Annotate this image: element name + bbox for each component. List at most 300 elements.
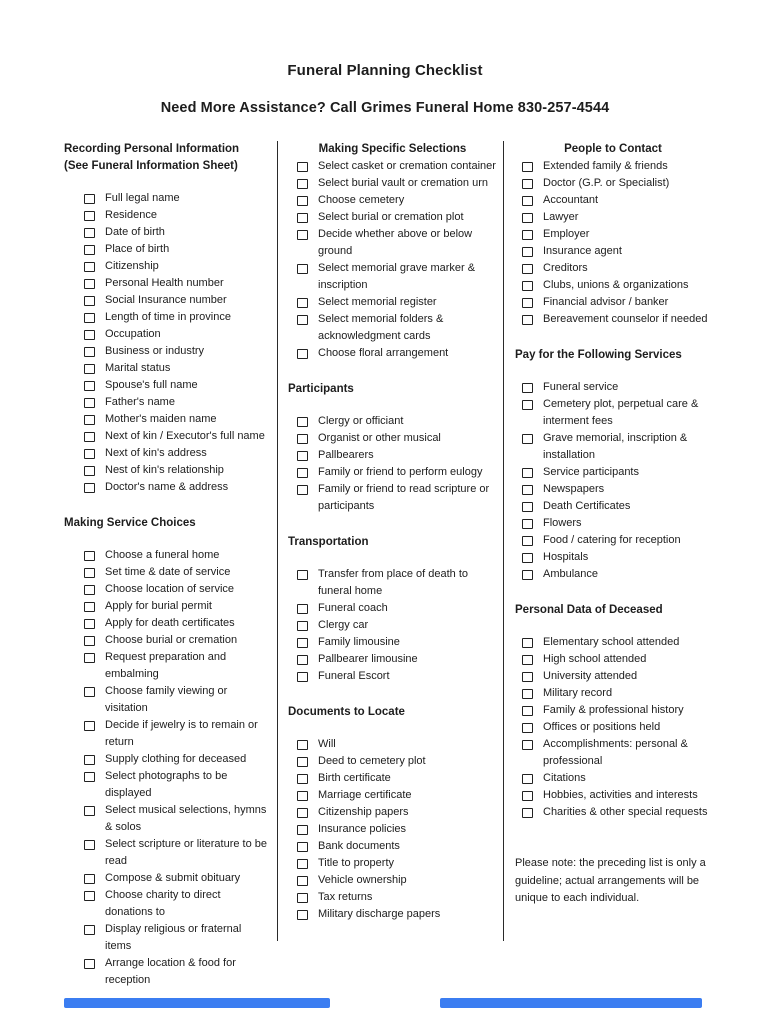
checklist-item [515, 277, 711, 294]
field-highlight-bar-left[interactable] [64, 998, 330, 1008]
checklist-item [515, 192, 711, 209]
checkbox-icon[interactable] [84, 262, 95, 272]
checklist-item-label: Length of time in province [105, 311, 231, 323]
section-heading-line: Making Service Choices [64, 517, 196, 529]
checklist-item [288, 345, 497, 362]
checklist-item [64, 683, 269, 717]
checkbox-icon[interactable] [522, 553, 533, 563]
checklist-item [515, 481, 711, 498]
checklist-item [515, 668, 711, 685]
section-heading [64, 141, 269, 175]
checklist-item-label: Family or friend to read scripture or participants [318, 483, 490, 512]
checklist-item-label: Mother's maiden name [105, 413, 217, 425]
checklist-item [515, 804, 711, 821]
checklist-item [515, 736, 711, 770]
section-heading-line: Participants [288, 383, 354, 395]
checkbox-icon[interactable] [522, 247, 533, 257]
checklist-item [64, 275, 269, 292]
checklist-item-label: Lawyer [543, 211, 579, 223]
checkbox-icon[interactable] [297, 451, 308, 461]
checkbox-icon[interactable] [84, 585, 95, 595]
checklist-item [515, 549, 711, 566]
checkbox-icon[interactable] [84, 466, 95, 476]
checkbox-icon[interactable] [522, 672, 533, 682]
checkbox-icon[interactable] [522, 570, 533, 580]
checkbox-icon[interactable] [84, 449, 95, 459]
checklist-item [515, 226, 711, 243]
column-2 [277, 141, 503, 941]
checklist-item-label: Request preparation and embalming [105, 651, 227, 680]
checklist-item [515, 515, 711, 532]
checklist-item [515, 685, 711, 702]
checklist-item [288, 311, 497, 345]
checklist-item [288, 566, 497, 600]
checklist-item [515, 175, 711, 192]
checklist-item-label: Nest of kin's relationship [105, 464, 224, 476]
checkbox-icon[interactable] [84, 772, 95, 782]
checkbox-icon[interactable] [84, 279, 95, 289]
checkbox-icon[interactable] [522, 519, 533, 529]
document-title: Funeral Planning Checklist [287, 62, 483, 79]
checkbox-icon[interactable] [84, 891, 95, 901]
checklist-item [64, 632, 269, 649]
checklist-item-label: Select memorial grave marker & inscription [318, 262, 476, 291]
checkbox-icon[interactable] [522, 162, 533, 172]
checklist-item-label: Next of kin's address [105, 447, 207, 459]
checklist-item-label: Date of birth [105, 226, 165, 238]
section-heading-line: Transportation [288, 536, 369, 548]
checklist-item-label: Citizenship [105, 260, 159, 272]
checklist-item-label: Next of kin / Executor's full name [105, 430, 265, 442]
checklist-item [288, 821, 497, 838]
checklist-item [64, 377, 269, 394]
section [515, 602, 711, 821]
checklist-item [64, 292, 269, 309]
checklist-item-label: Choose charity to direct donations to [105, 889, 221, 918]
checklist-item-label: Supply clothing for deceased [105, 753, 247, 765]
checklist-item [515, 260, 711, 277]
checkbox-icon[interactable] [84, 228, 95, 238]
checkbox-icon[interactable] [522, 400, 533, 410]
checklist-item-label: Select photographs to be displayed [105, 770, 228, 799]
checkbox-icon[interactable] [84, 245, 95, 255]
checkbox-icon[interactable] [297, 638, 308, 648]
checkbox-icon[interactable] [522, 485, 533, 495]
checklist-item-label: Will [318, 738, 336, 750]
checkbox-icon[interactable] [84, 840, 95, 850]
checklist-item-label: Hobbies, activities and interests [543, 789, 698, 801]
checklist-item [64, 598, 269, 615]
checklist-item-label: Family or friend to perform eulogy [318, 466, 483, 478]
section-heading [288, 141, 497, 158]
checklist-item [64, 360, 269, 377]
checkbox-icon[interactable] [522, 213, 533, 223]
checklist-item-label: Choose floral arrangement [318, 347, 449, 359]
checkbox-icon[interactable] [84, 432, 95, 442]
checklist-item [288, 736, 497, 753]
checkbox-icon[interactable] [522, 468, 533, 478]
checkbox-icon[interactable] [522, 298, 533, 308]
checklist-item [64, 751, 269, 768]
checklist-item [64, 309, 269, 326]
checkbox-icon[interactable] [297, 315, 308, 325]
section [288, 381, 497, 515]
checklist-item [515, 311, 711, 328]
checkbox-icon[interactable] [297, 213, 308, 223]
section-heading-line: Pay for the Following Services [515, 349, 682, 361]
checkbox-icon[interactable] [522, 706, 533, 716]
section-heading [288, 381, 497, 398]
checkbox-icon[interactable] [522, 740, 533, 750]
checkbox-icon[interactable] [84, 551, 95, 561]
checkbox-icon[interactable] [297, 842, 308, 852]
checkbox-icon[interactable] [84, 347, 95, 357]
checklist-item-label: Social Insurance number [105, 294, 227, 306]
checklist-item-label: Death Certificates [543, 500, 631, 512]
checklist-item-label: Family & professional history [543, 704, 684, 716]
checkbox-icon[interactable] [84, 755, 95, 765]
checklist-item [515, 498, 711, 515]
section-heading-line: Recording Personal Information [64, 143, 240, 155]
column-1 [64, 141, 277, 986]
checklist-item-label: Decide whether above or below ground [318, 228, 473, 257]
checklist-item [515, 651, 711, 668]
checklist-item [288, 838, 497, 855]
checklist-item [288, 872, 497, 889]
checklist-item [64, 411, 269, 428]
checkbox-icon[interactable] [84, 194, 95, 204]
checklist-item [64, 190, 269, 207]
checklist-item-label: Food / catering for reception [543, 534, 681, 546]
checkbox-icon[interactable] [522, 434, 533, 444]
checklist-item [64, 445, 269, 462]
checklist-item [64, 343, 269, 360]
checklist-item [64, 258, 269, 275]
section-heading-line: Personal Data of Deceased [515, 604, 663, 616]
checkbox-icon[interactable] [297, 825, 308, 835]
checklist-item-label: Pallbearers [318, 449, 374, 461]
checklist-item [64, 955, 269, 989]
checklist-item [64, 241, 269, 258]
checklist-item-label: Decide if jewelry is to remain or return [105, 719, 258, 748]
section-heading [515, 602, 711, 619]
checklist-item-label: Doctor (G.P. or Specialist) [543, 177, 670, 189]
checklist-item [288, 753, 497, 770]
checklist-item-label: Accountant [543, 194, 599, 206]
checkbox-icon[interactable] [297, 179, 308, 189]
checkbox-icon[interactable] [84, 296, 95, 306]
checkbox-icon[interactable] [297, 672, 308, 682]
checklist-item [515, 158, 711, 175]
checklist-item [64, 394, 269, 411]
checklist-item-label: Marital status [105, 362, 171, 374]
checklist-item-label: Citations [543, 772, 586, 784]
checklist-item-label: Elementary school attended [543, 636, 680, 648]
checkbox-icon[interactable] [84, 415, 95, 425]
checklist-item [515, 294, 711, 311]
checkbox-icon[interactable] [522, 264, 533, 274]
checklist-item-label: Military record [543, 687, 613, 699]
section-heading-line: Making Specific Selections [318, 143, 467, 155]
checklist-item [288, 617, 497, 634]
checkbox-icon[interactable] [84, 619, 95, 629]
checkbox-icon[interactable] [522, 536, 533, 546]
checklist-item-label: Extended family & friends [543, 160, 668, 172]
checklist-item [64, 462, 269, 479]
section [288, 704, 497, 923]
checkbox-icon[interactable] [297, 893, 308, 903]
checkbox-icon[interactable] [297, 791, 308, 801]
checklist-item [515, 770, 711, 787]
checklist-item [64, 326, 269, 343]
checkbox-icon[interactable] [522, 196, 533, 206]
checkbox-icon[interactable] [297, 162, 308, 172]
checklist-item-label: Apply for death certificates [105, 617, 235, 629]
checklist-item-label: Select burial vault or cremation urn [318, 177, 488, 189]
checkbox-icon[interactable] [84, 313, 95, 323]
checkbox-icon[interactable] [297, 417, 308, 427]
checklist-item-label: Deed to cemetery plot [318, 755, 426, 767]
checklist-item-label: Select memorial folders & acknowledgment cards [318, 313, 444, 342]
checklist-item [288, 209, 497, 226]
checkbox-icon[interactable] [297, 655, 308, 665]
checklist-item-label: Display religious or fraternal items [105, 923, 242, 952]
checklist-item [288, 634, 497, 651]
checkbox-icon[interactable] [84, 602, 95, 612]
checklist-item-label: Place of birth [105, 243, 170, 255]
section-heading [288, 704, 497, 721]
checklist-item-label: Employer [543, 228, 590, 240]
checklist-item [64, 428, 269, 445]
checklist-item-label: Choose family viewing or visitation [105, 685, 228, 714]
checkbox-icon[interactable] [84, 959, 95, 969]
checklist-item [515, 532, 711, 549]
checklist-item-label: Organist or other musical [318, 432, 441, 444]
checkbox-icon[interactable] [84, 398, 95, 408]
section [288, 141, 497, 362]
checkbox-icon[interactable] [84, 568, 95, 578]
checklist-item-label: Apply for burial permit [105, 600, 212, 612]
checklist-item-label: Vehicle ownership [318, 874, 407, 886]
checklist-item-label: High school attended [543, 653, 647, 665]
checkbox-icon[interactable] [522, 808, 533, 818]
checklist-item [288, 855, 497, 872]
checklist-item-label: Doctor's name & address [105, 481, 229, 493]
checkbox-icon[interactable] [297, 298, 308, 308]
checkbox-icon[interactable] [84, 874, 95, 884]
checkbox-icon[interactable] [522, 774, 533, 784]
checklist-item [515, 396, 711, 430]
checkbox-icon[interactable] [297, 196, 308, 206]
checklist-item [64, 870, 269, 887]
checkbox-icon[interactable] [297, 621, 308, 631]
checklist-item [515, 379, 711, 396]
checklist-item-label: Pallbearer limousine [318, 653, 418, 665]
checklist-item [64, 207, 269, 224]
field-highlight-bar-right[interactable] [440, 998, 702, 1008]
checklist-item [64, 547, 269, 564]
checklist-item-label: Insurance policies [318, 823, 407, 835]
checkbox-icon[interactable] [297, 264, 308, 274]
checklist-item [515, 243, 711, 260]
checkbox-icon[interactable] [522, 281, 533, 291]
checklist-item [288, 175, 497, 192]
checklist-item [64, 717, 269, 751]
checkbox-icon[interactable] [297, 230, 308, 240]
section-heading [515, 141, 711, 158]
assistance-subtitle: Need More Assistance? Call Grimes Funeral Home 830-257-4544 [160, 100, 610, 116]
checklist-item [288, 226, 497, 260]
checkbox-icon[interactable] [522, 230, 533, 240]
checklist-item-label: Select burial or cremation plot [318, 211, 464, 223]
checkbox-icon[interactable] [297, 740, 308, 750]
checkbox-icon[interactable] [84, 687, 95, 697]
checklist-item [64, 615, 269, 632]
checklist-item [288, 787, 497, 804]
checklist-item-label: Family limousine [318, 636, 400, 648]
checklist-item-label: Personal Health number [105, 277, 224, 289]
section-heading [288, 534, 497, 551]
section-heading-line: Documents to Locate [288, 706, 405, 718]
checkbox-icon[interactable] [522, 791, 533, 801]
checklist-item-label: Clubs, unions & organizations [543, 279, 689, 291]
checklist-item-label: Creditors [543, 262, 588, 274]
checkbox-icon[interactable] [84, 330, 95, 340]
checklist-item [288, 464, 497, 481]
checklist-item-label: Offices or positions held [543, 721, 661, 733]
checklist-item-label: Birth certificate [318, 772, 391, 784]
checklist-item [288, 804, 497, 821]
checklist-item-label: Select memorial register [318, 296, 437, 308]
checklist-item-label: University attended [543, 670, 638, 682]
checklist-item-label: Charities & other special requests [543, 806, 708, 818]
checklist-item-label: Business or industry [105, 345, 205, 357]
checklist-item [288, 447, 497, 464]
checklist-item [288, 294, 497, 311]
checklist-item [515, 430, 711, 464]
section [288, 534, 497, 685]
checkbox-icon[interactable] [297, 349, 308, 359]
checkbox-icon[interactable] [522, 315, 533, 325]
section-heading-line: (See Funeral Information Sheet) [64, 160, 238, 172]
checklist-item-label: Occupation [105, 328, 161, 340]
checkbox-icon[interactable] [84, 381, 95, 391]
checklist-item [288, 481, 497, 515]
columns [64, 141, 711, 986]
checklist-item-label: Funeral coach [318, 602, 388, 614]
checkbox-icon[interactable] [522, 689, 533, 699]
checklist-item [288, 192, 497, 209]
checklist-item [64, 836, 269, 870]
checklist-item-label: Title to property [318, 857, 395, 869]
checkbox-icon[interactable] [297, 604, 308, 614]
checkbox-icon[interactable] [522, 638, 533, 648]
checklist-item-label: Tax returns [318, 891, 373, 903]
checklist-item-label: Select scripture or literature to be read [105, 838, 268, 867]
checklist-item-label: Financial advisor / banker [543, 296, 669, 308]
checklist-item-label: Flowers [543, 517, 582, 529]
checkbox-icon[interactable] [84, 483, 95, 493]
checkbox-icon[interactable] [84, 364, 95, 374]
checklist-item [64, 564, 269, 581]
checklist-item-label: Hospitals [543, 551, 589, 563]
checklist-item [515, 634, 711, 651]
section [515, 347, 711, 583]
checklist-item-label: Select musical selections, hymns & solos [105, 804, 267, 833]
checklist-item [515, 702, 711, 719]
checkbox-icon[interactable] [297, 485, 308, 495]
checkbox-icon[interactable] [84, 653, 95, 663]
checklist-item [515, 787, 711, 804]
checkbox-icon[interactable] [522, 655, 533, 665]
checklist-item-label: Choose burial or cremation [105, 634, 238, 646]
checklist-item-label: Choose a funeral home [105, 549, 220, 561]
note-text: Please note: the preceding list is only a guideline; actual arrangements will be unique to each individual. [515, 857, 706, 904]
section-heading-line: People to Contact [564, 143, 662, 155]
checklist-item-label: Full legal name [105, 192, 180, 204]
checkbox-icon[interactable] [297, 434, 308, 444]
checklist-item-label: Grave memorial, inscription & installation [543, 432, 688, 461]
checkbox-icon[interactable] [297, 570, 308, 580]
checklist-item [64, 887, 269, 921]
checkbox-icon[interactable] [84, 925, 95, 935]
checklist-item-label: Arrange location & food for reception [105, 957, 236, 986]
checklist-item-label: Bank documents [318, 840, 400, 852]
column-3 [503, 141, 711, 941]
section-heading [64, 515, 269, 532]
checkbox-icon[interactable] [84, 211, 95, 221]
checklist-item [288, 651, 497, 668]
checklist-item [288, 413, 497, 430]
checklist-item-label: Spouse's full name [105, 379, 198, 391]
checkbox-icon[interactable] [297, 774, 308, 784]
checkbox-icon[interactable] [297, 876, 308, 886]
checklist-item [288, 158, 497, 175]
checklist-item [288, 668, 497, 685]
checklist-item [64, 921, 269, 955]
checkbox-icon[interactable] [84, 636, 95, 646]
checkbox-icon[interactable] [522, 383, 533, 393]
checklist-item-label: Clergy car [318, 619, 369, 631]
checkbox-icon[interactable] [297, 468, 308, 478]
checklist-item-label: Insurance agent [543, 245, 622, 257]
checkbox-icon[interactable] [297, 910, 308, 920]
checklist-item-label: Service participants [543, 466, 639, 478]
checklist-item-label: Accomplishments: personal & professional [543, 738, 688, 767]
checklist-item-label: Clergy or officiant [318, 415, 404, 427]
checklist-item [64, 802, 269, 836]
checkbox-icon[interactable] [84, 721, 95, 731]
checklist-item-label: Ambulance [543, 568, 599, 580]
checklist-item [288, 770, 497, 787]
checklist-item [288, 600, 497, 617]
checkbox-icon[interactable] [522, 502, 533, 512]
checklist-item [515, 464, 711, 481]
checklist-item [64, 224, 269, 241]
checklist-item-label: Bereavement counselor if needed [543, 313, 708, 325]
checklist-item [288, 430, 497, 447]
checkbox-icon[interactable] [522, 723, 533, 733]
checkbox-icon[interactable] [297, 757, 308, 767]
checklist-item [288, 260, 497, 294]
checkbox-icon[interactable] [297, 808, 308, 818]
checklist-item [64, 581, 269, 598]
checkbox-icon[interactable] [297, 859, 308, 869]
checkbox-icon[interactable] [84, 806, 95, 816]
checklist-item [515, 566, 711, 583]
checkbox-icon[interactable] [522, 179, 533, 189]
checklist-item-label: Marriage certificate [318, 789, 412, 801]
